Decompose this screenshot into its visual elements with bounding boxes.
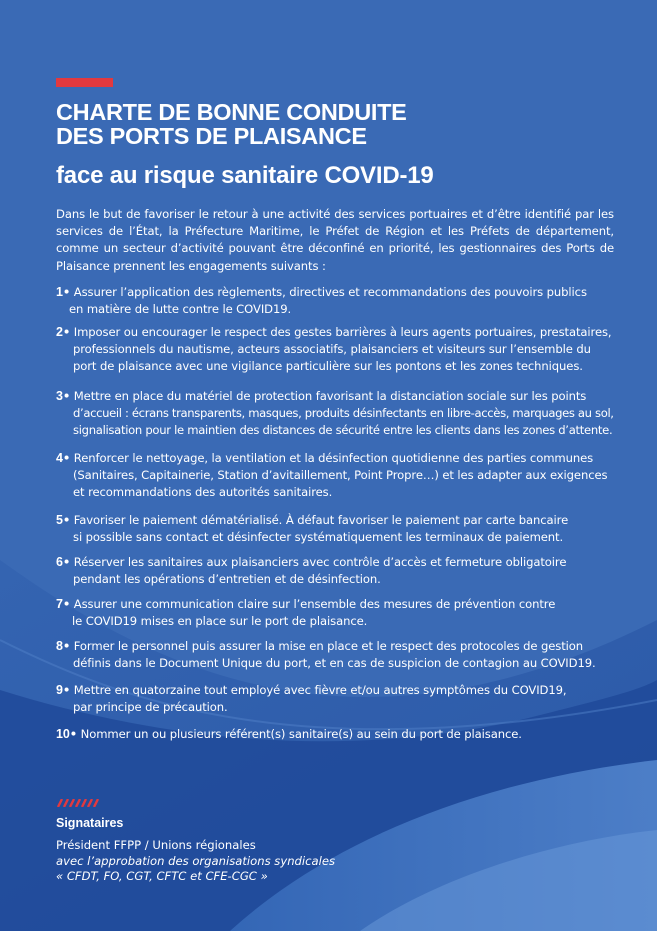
list-item — [56, 554, 616, 588]
item-text: port de plaisance avec une vigilance particulière sur les pontons et les zones techniques. — [73, 359, 583, 374]
bullet-icon: • — [62, 325, 71, 339]
item-number: 10 — [56, 727, 70, 741]
bullet-icon: • — [62, 513, 71, 527]
item-text: par principe de précaution. — [73, 700, 228, 715]
list-item — [56, 638, 616, 672]
item-text: Renforcer le nettoyage, la ventilation et la désinfection quotidienne des parties communes — [73, 451, 594, 465]
item-number: 5 — [56, 513, 63, 527]
list-item — [56, 450, 616, 502]
title-line-2: DES PORTS DE PLAISANCE — [56, 123, 367, 149]
bullet-icon: • — [62, 555, 71, 569]
item-text: pendant les opérations d’entretien et de désinfection. — [73, 572, 381, 587]
item-text: Assurer une communication claire sur l’ensemble des mesures de prévention contre — [73, 597, 556, 611]
item-text: Assurer l’application des règlements, directives et recommandations des pouvoirs publics — [73, 285, 587, 299]
item-text: le COVID19 mises en place sur le port de plaisance. — [72, 614, 368, 629]
item-number: 3 — [56, 389, 63, 403]
item-text: Imposer ou encourager le respect des gestes barrières à leurs agents portuaires, prestataires, — [73, 325, 612, 339]
item-text: Favoriser le paiement dématérialisé. À défaut favoriser le paiement par carte bancaire — [73, 513, 569, 527]
stripes-decoration — [56, 799, 100, 807]
list-item — [56, 512, 616, 546]
bullet-icon: • — [62, 451, 71, 465]
item-number: 2 — [56, 325, 63, 339]
signataires-heading: Signataires — [56, 816, 124, 830]
accent-bar — [56, 78, 113, 87]
list-item — [56, 596, 616, 630]
intro-paragraph: Dans le but de favoriser le retour à une activité des services portuaires et d’être identifié par les services de l’État, la Préfecture Maritime, le Préfet de Région et les Préfets de département, comme un secteur d’activité pouvant être déconfiné en priorité, les gestionnaires des Ports de Plaisance prennent les engagements suivants : — [56, 207, 614, 273]
signataires-block — [56, 838, 335, 885]
bullet-icon: • — [62, 597, 71, 611]
item-text: en matière de lutte contre le COVID19. — [69, 302, 292, 317]
item-number: 6 — [56, 555, 63, 569]
signataires-line: « CFDT, FO, CGT, CFTC et CFE-CGC » — [56, 869, 268, 884]
item-text: Former le personnel puis assurer la mise en place et le respect des protocoles de gestion — [73, 639, 584, 653]
item-number: 9 — [56, 683, 63, 697]
item-text: Mettre en quatorzaine tout employé avec fièvre et/ou autres symptômes du COVID19, — [73, 683, 567, 697]
bullet-icon: • — [62, 285, 71, 299]
bullet-icon: • — [69, 727, 78, 741]
list-item — [56, 324, 616, 376]
item-text: définis dans le Document Unique du port, et en cas de suspicion de contagion au COVID19. — [73, 656, 596, 671]
bullet-icon: • — [62, 389, 71, 403]
item-number: 7 — [56, 597, 63, 611]
list-item — [56, 388, 616, 440]
list-item — [56, 284, 616, 318]
item-text: professionnels du nautisme, acteurs associatifs, plaisanciers et visiteurs sur l’ensemble du — [73, 342, 591, 357]
item-text: (Sanitaires, Capitainerie, Station d’avitaillement, Point Propre…) et les adapter aux exigences — [73, 468, 608, 483]
item-number: 4 — [56, 451, 63, 465]
item-text: d’accueil : écrans transparents, masques, produits désinfectants en libre-accès, marquages au sol, — [73, 406, 614, 421]
item-text: et recommandations des autorités sanitaires. — [73, 485, 333, 500]
list-item — [56, 682, 616, 716]
list-item — [56, 726, 616, 743]
item-text: Réserver les sanitaires aux plaisanciers avec contrôle d’accès et fermeture obligatoire — [73, 555, 567, 569]
signataires-line: Président FFPP / Unions régionales — [56, 838, 256, 852]
item-text: si possible sans contact et désinfecter systématiquement les terminaux de paiement. — [73, 530, 564, 545]
page-subtitle: face au risque sanitaire COVID-19 — [56, 162, 434, 189]
bullet-icon: • — [62, 683, 71, 697]
item-number: 8 — [56, 639, 63, 653]
page-title — [56, 100, 407, 148]
item-text: Mettre en place du matériel de protection favorisant la distanciation sociale sur les points — [73, 389, 587, 403]
item-text: signalisation pour le maintien des distances de sécurité entre les clients dans les zones d’attente. — [73, 423, 613, 438]
title-line-1: CHARTE DE BONNE CONDUITE — [56, 99, 407, 125]
item-number: 1 — [56, 285, 63, 299]
bullet-icon: • — [62, 639, 71, 653]
item-text: Nommer un ou plusieurs référent(s) sanitaire(s) au sein du port de plaisance. — [80, 727, 522, 741]
signataires-line: avec l’approbation des organisations syndicales — [56, 853, 335, 868]
